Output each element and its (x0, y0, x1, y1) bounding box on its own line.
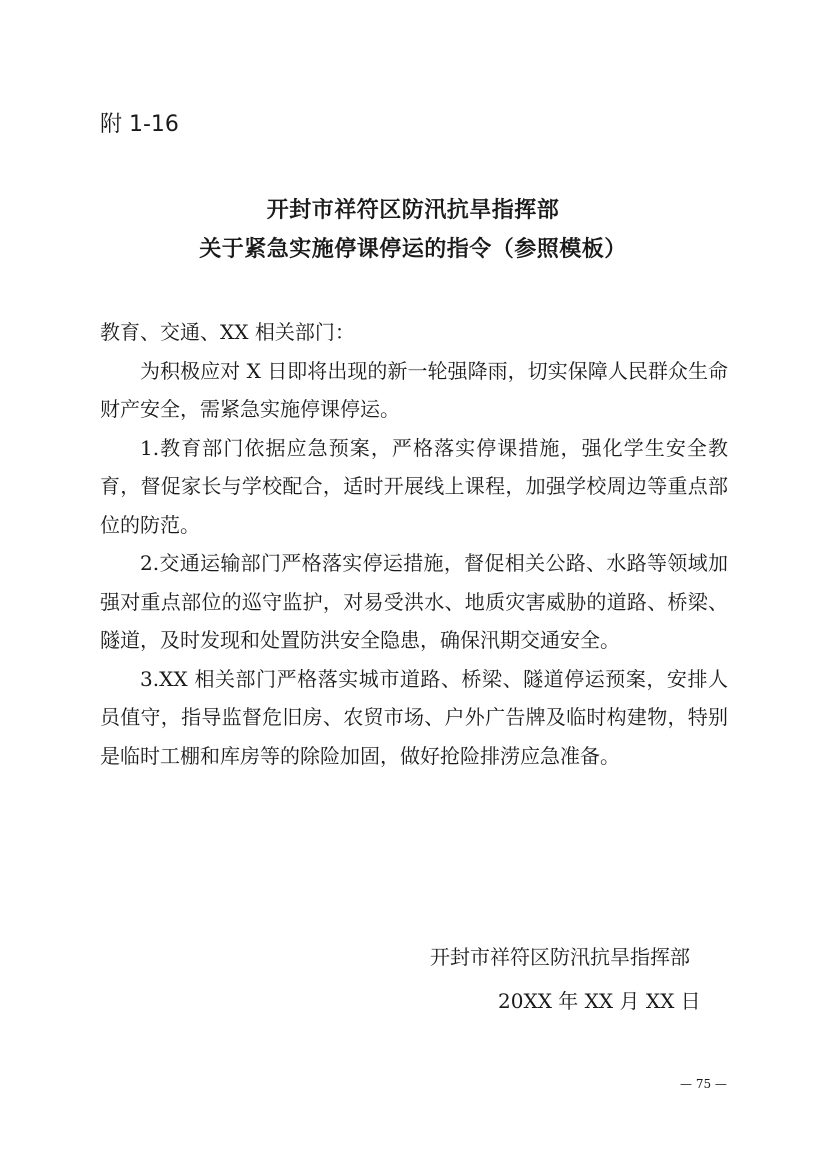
paragraph-education: 1.教育部门依据应急预案，严格落实停课措施，强化学生安全教育，督促家长与学校配合，适时开展线上课程，加强学校周边等重点部位的防范。 (100, 435, 728, 537)
page-number: — 75 — (680, 1077, 727, 1091)
paragraph-transport: 2.交通运输部门严格落实停运措施，督促相关公路、水路等领域加强对重点部位的巡守监护，对易受洪水、地质灾害威胁的道路、桥梁、隧道，及时发现和处置防洪安全隐患，确保汛期交通安全。 (100, 551, 728, 652)
signature-issuer: 开封市祥符区防汛抗旱指挥部 (430, 945, 690, 969)
document-body (100, 313, 728, 775)
document-title-line-1: 开封市祥符区防汛抗旱指挥部 (266, 198, 560, 223)
salutation: 教育、交通、XX 相关部门： (100, 320, 355, 344)
signature-date: 20XX 年 XX 月 XX 日 (498, 989, 701, 1013)
attachment-label: 附 1-16 (100, 112, 179, 137)
paragraph-related-departments: 3.XX 相关部门严格落实城市道路、桥梁、隧道停运预案，安排人员值守，指导监督危旧房、农贸市场、户外广告牌及临时构建物，特别是临时工棚和库房等的除险加固，做好抢险排涝应急准备。 (100, 666, 728, 768)
paragraph-intro: 为积极应对 X 日即将出现的新一轮强降雨，切实保障人民群众生命财产安全，需紧急实施停课停运。 (100, 358, 728, 421)
document-title-line-2: 关于紧急实施停课停运的指令（参照模板） (199, 237, 627, 262)
